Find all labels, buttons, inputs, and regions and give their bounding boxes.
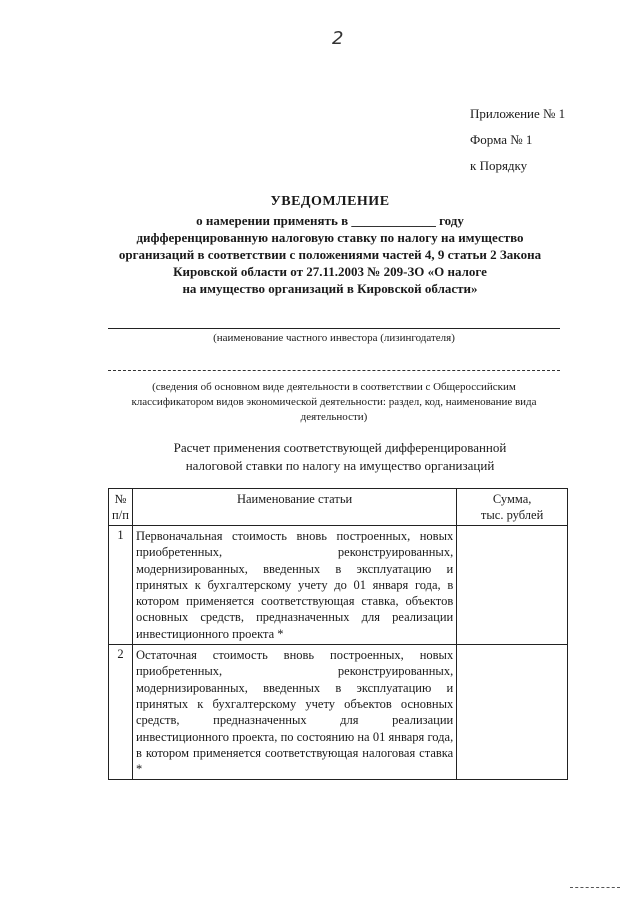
calculation-heading-line-2: налоговой ставки по налогу на имущество организаций xyxy=(185,458,495,473)
appendix-line-1: Приложение № 1 xyxy=(470,106,566,121)
title-line-5: на имущество организаций в Кировской области» xyxy=(182,281,478,296)
activity-caption xyxy=(100,380,568,425)
table-row xyxy=(109,645,568,780)
row-item-text: Остаточная стоимость вновь построенных, новых приобретенных, реконструированных, модернизированных, введенных в эксплуатацию и принятых к бухгалтерскому учету объектов основных средств, предназначенных для реализации инвестиционного проекта, по состоянию на 01 января года, в котором применяется соответствующая налоговая ставка * xyxy=(132,645,456,780)
header-item-name: Наименование статьи xyxy=(132,489,456,526)
row-amount[interactable] xyxy=(457,645,568,780)
calculation-heading xyxy=(130,439,550,475)
row-amount[interactable] xyxy=(457,526,568,645)
table-row xyxy=(109,526,568,645)
header-number xyxy=(109,489,133,526)
row-item-text: Первоначальная стоимость вновь построенных, новых приобретенных, реконструированных, модернизированных, введенных в эксплуатацию и принятых к бухгалтерскому учету до 01 января года, в котором применяется соответствующая ставка, объектов основных средств, предназначенных для реализации инвестиционного проекта * xyxy=(132,526,456,645)
investor-caption: (наименование частного инвестора (лизингодателя) xyxy=(213,332,455,344)
calculation-heading-line-1: Расчет применения соответствующей дифференцированной xyxy=(173,440,507,455)
title-line-1: о намерении применять в _____________ году xyxy=(196,213,464,228)
investor-name-line xyxy=(108,328,560,329)
appendix-line-3: к Порядку xyxy=(470,158,528,173)
appendix-line-2: Форма № 1 xyxy=(470,132,533,147)
title-line-4: Кировской области от 27.11.2003 № 209-ЗО «О налоге xyxy=(173,264,487,279)
title-line-2: дифференцированную налоговую ставку по налогу на имущество xyxy=(136,230,524,245)
activity-caption-line-3: деятельности) xyxy=(300,411,368,423)
activity-caption-line-2: классификатором видов экономической деятельности: раздел, код, наименование вида xyxy=(131,396,537,408)
table-header-row xyxy=(109,489,568,526)
title-line-3: организаций в соответствии с положениями частей 4, 9 статьи 2 Закона xyxy=(118,247,542,262)
row-number: 1 xyxy=(109,526,133,645)
activity-info-line xyxy=(108,370,560,371)
header-amount-line-2: тыс. рублей xyxy=(480,508,544,522)
footer-mark xyxy=(570,887,620,888)
header-number-line-2: п/п xyxy=(112,508,129,522)
appendix-block xyxy=(470,101,565,179)
row-number: 2 xyxy=(109,645,133,780)
document-title xyxy=(100,192,560,297)
header-number-line-1: № xyxy=(114,492,127,506)
header-amount-line-1: Сумма, xyxy=(492,492,532,506)
calculation-table xyxy=(108,488,568,780)
header-amount xyxy=(457,489,568,526)
page-number: 2 xyxy=(332,28,344,49)
activity-caption-line-1: (сведения об основном виде деятельности в соответствии с Общероссийским xyxy=(152,381,516,393)
title-main: УВЕДОМЛЕНИЕ xyxy=(270,194,390,209)
